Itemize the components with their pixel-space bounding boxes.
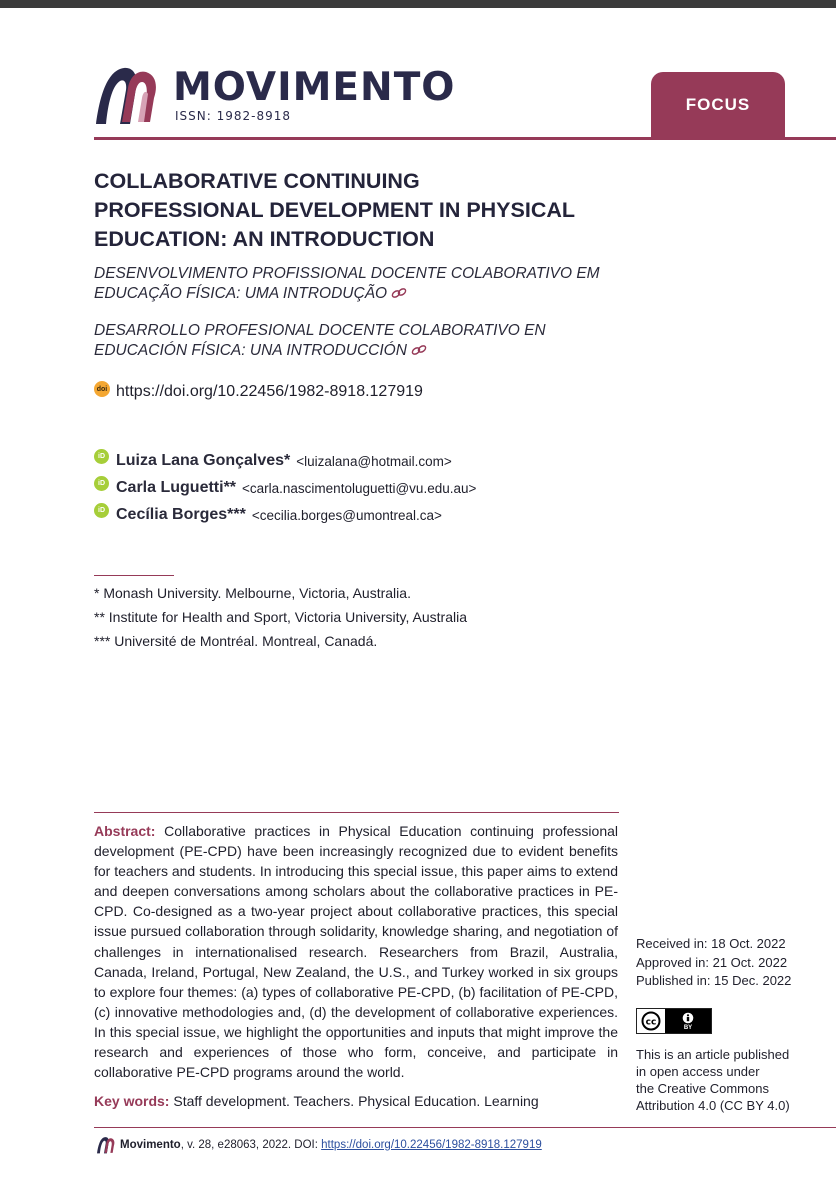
author-email[interactable]: <luizalana@hotmail.com> — [296, 453, 452, 469]
abstract-divider — [94, 812, 619, 813]
article-title — [94, 167, 654, 254]
title-pt-line-2: EDUCAÇÃO FÍSICA: UMA INTRODUÇÃO — [94, 284, 634, 304]
keywords-text: Staff development. Teachers. Physical Education. Learning — [173, 1093, 539, 1109]
abstract — [94, 821, 618, 1082]
affiliation: *** Université de Montréal. Montreal, Canadá. — [94, 633, 378, 649]
abstract-label: Abstract: — [94, 823, 156, 839]
footer-journal: Movimento — [120, 1139, 181, 1151]
footer-doi-link[interactable]: https://doi.org/10.22456/1982-8918.127919 — [321, 1139, 542, 1151]
title-line: COLLABORATIVE CONTINUING — [94, 169, 420, 193]
by-icon — [665, 1009, 711, 1033]
title-es-line-2: EDUCACIÓN FÍSICA: UNA INTRODUCCIÓN — [94, 341, 634, 361]
footer-citation-text: , v. 28, e28063, 2022. DOI: — [180, 1139, 322, 1151]
keywords — [94, 1093, 539, 1109]
published-date: Published in: 15 Dec. 2022 — [636, 973, 792, 988]
cc-license-badge[interactable] — [636, 1008, 712, 1034]
doi-row — [94, 383, 423, 401]
author-row — [94, 452, 452, 470]
license-text: This is an article published in open access under the Creative Commons Attribution 4.0 (CC BY 4.0) — [636, 1047, 790, 1113]
abstract-text: Collaborative practices in Physical Education continuing professional development (PE-CPD) have been increasingly recognized due to evident benefits for teachers and students. In introducing this special issue, this paper aims to extend and deepen conversations among scholars about the collaborative practices in PE-CPD. Co-designed as a two-year project about collaborative practices, this special issue pursued collaboration through solidarity, knowledge sharing, and negotiation of challenges in internationalised research. Researchers from Brazil, Australia, Canada, Ireland, Portugal, New Zealand, the U.S., and Turkey worked in six groups to explore four themes: (a) types of collaborative PE-CPD, (b) facilitation of PE-CPD, (c) innovative methodologies and, (d) the development of collaborative experiences. In this special issue, we highlight the opportunities and inputs that might improve the research and experiences of those who form, conceive, and participate in collaborative PE-CPD programs around the world. — [94, 823, 619, 1081]
doi-icon: doi — [94, 381, 110, 397]
orcid-icon[interactable]: iD — [94, 449, 109, 464]
author-name: Luiza Lana Gonçalves* — [116, 452, 291, 469]
author-name: Cecília Borges*** — [116, 506, 246, 523]
by-label: BY — [683, 1024, 693, 1031]
publication-dates — [636, 935, 791, 991]
journal-issn: ISSN: 1982-8918 — [175, 109, 292, 123]
movimento-logo-icon — [94, 64, 160, 126]
top-border — [0, 0, 836, 8]
title-spanish — [94, 321, 634, 361]
header-divider — [94, 137, 836, 140]
movimento-small-logo-icon — [96, 1136, 116, 1154]
link-icon[interactable] — [411, 344, 427, 356]
author-email[interactable]: <cecilia.borges@umontreal.ca> — [251, 507, 442, 523]
affiliation: * Monash University. Melbourne, Victoria, Australia. — [94, 585, 411, 601]
section-label: FOCUS — [685, 95, 751, 114]
author-row — [94, 506, 442, 524]
title-line: PROFESSIONAL DEVELOPMENT IN PHYSICAL — [94, 198, 576, 222]
footnote-divider — [94, 575, 174, 576]
footer-divider — [94, 1127, 836, 1128]
received-date: Received in: 18 Oct. 2022 — [636, 936, 786, 951]
title-portuguese — [94, 264, 634, 304]
section-tab — [651, 72, 785, 138]
author-row — [94, 479, 476, 497]
author-email[interactable]: <carla.nascimentoluguetti@vu.edu.au> — [242, 480, 477, 496]
doi-link[interactable]: https://doi.org/10.22456/1982-8918.127919 — [116, 383, 423, 400]
author-name: Carla Luguetti** — [116, 479, 237, 496]
orcid-icon[interactable]: iD — [94, 503, 109, 518]
affiliation: ** Institute for Health and Sport, Victoria University, Australia — [94, 609, 467, 625]
orcid-icon[interactable]: iD — [94, 476, 109, 491]
approved-date: Approved in: 21 Oct. 2022 — [636, 954, 788, 970]
link-icon[interactable] — [391, 287, 407, 299]
title-line: EDUCATION: AN INTRODUCTION — [94, 227, 435, 251]
svg-text:cc: cc — [645, 1017, 657, 1028]
footer-citation — [96, 1136, 542, 1154]
cc-icon — [637, 1009, 665, 1033]
journal-name: MOVIMENTO — [173, 65, 456, 110]
keywords-label: Key words: — [94, 1093, 170, 1109]
title-es-line: DESARROLLO PROFESIONAL DOCENTE COLABORATIVO EN — [94, 322, 546, 339]
title-pt-line: DESENVOLVIMENTO PROFISSIONAL DOCENTE COLABORATIVO EM — [94, 265, 600, 282]
